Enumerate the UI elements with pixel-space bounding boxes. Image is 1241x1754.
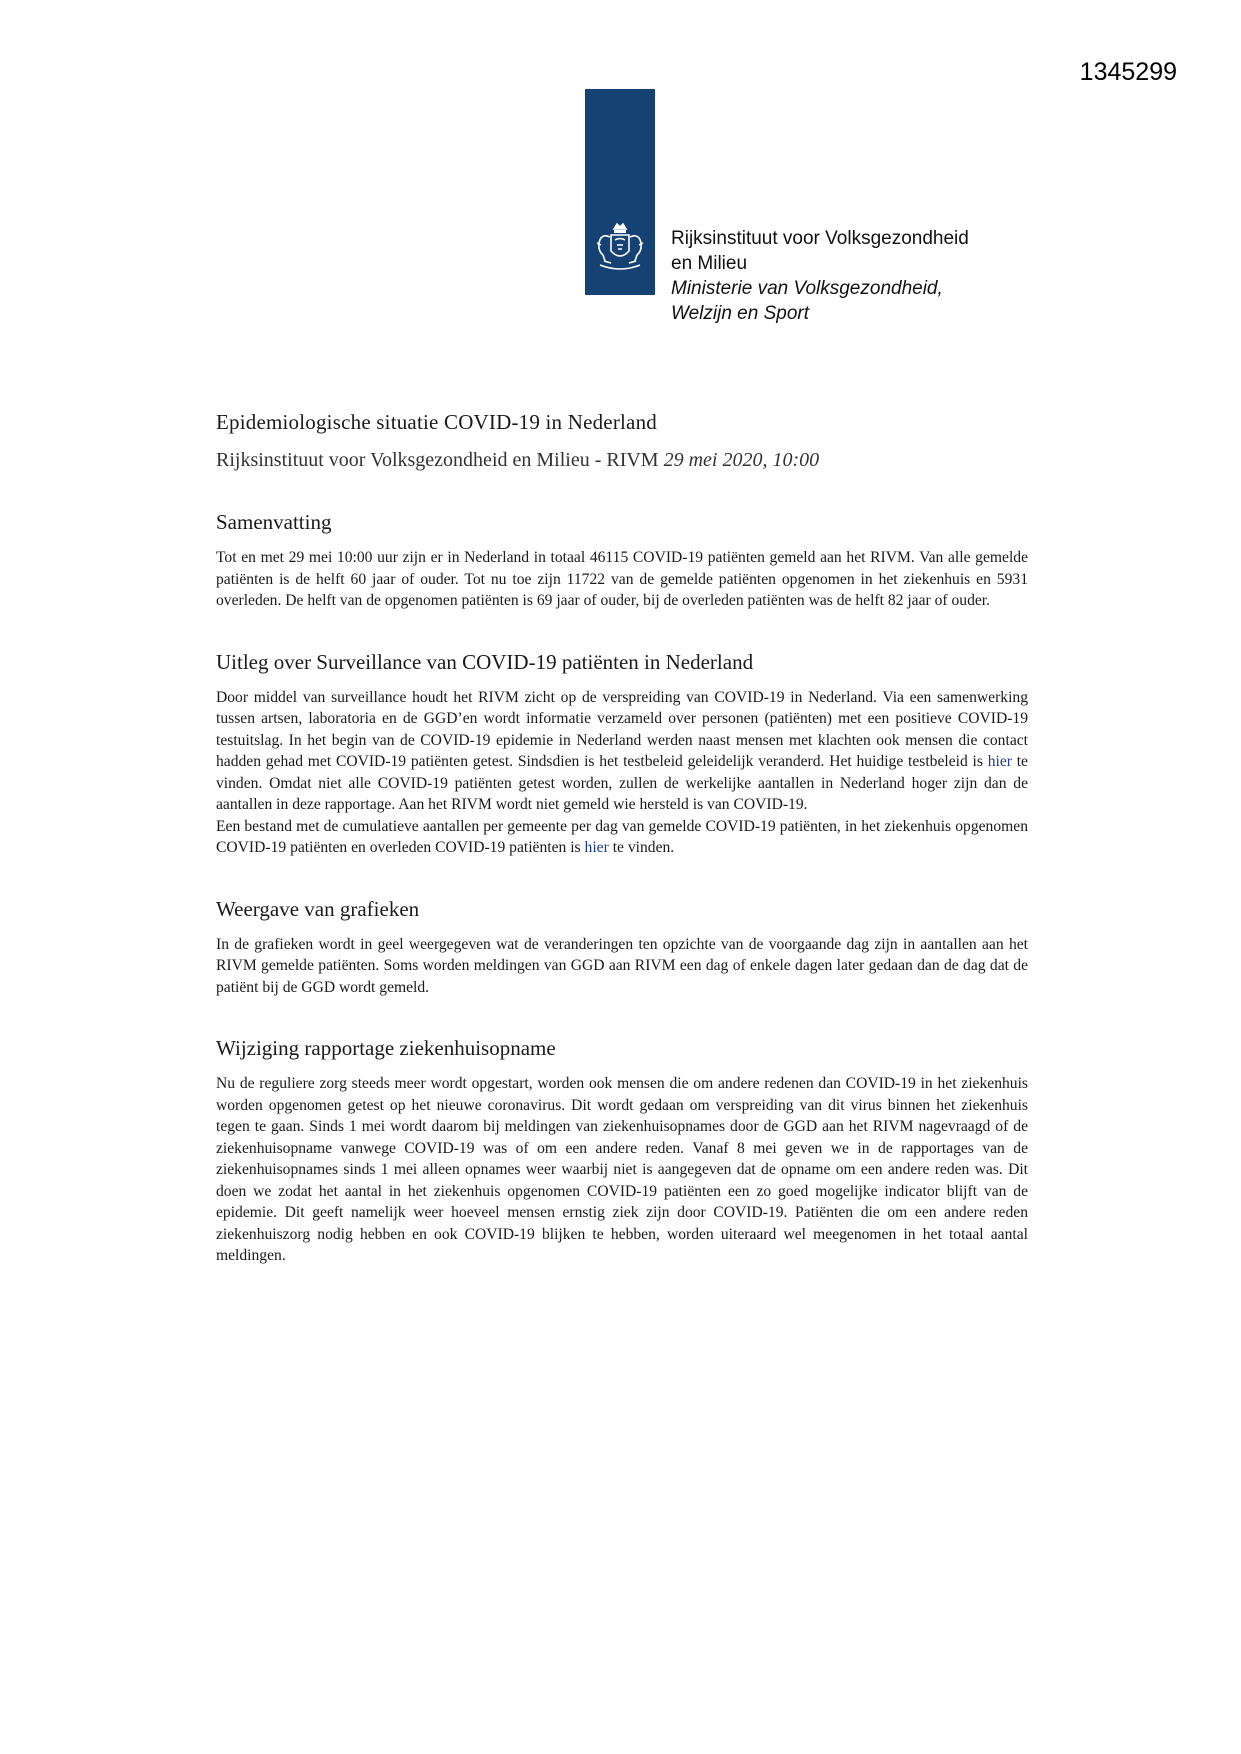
- paragraph-text: Door middel van surveillance houdt het RIVM zicht op de verspreiding van COVID-19 in Nederland. Via een samenwerking tussen artsen, laboratoria en de GGD’en wordt informatie verzameld over personen (patiënten) met een positieve COVID-19 testuitslag. In het begin van de COVID-19 epidemie in Nederland werden naast mensen met klachten ook mensen die contact hadden gehad met COVID-19 patiënten getest. Sindsdien is het testbeleid geleidelijk veranderd. Het huidige testbeleid is: [216, 688, 1028, 770]
- section-ziekenhuisopname: [216, 1036, 1028, 1267]
- document-id: 1345299: [1079, 58, 1177, 86]
- ministry-line-2: Welzijn en Sport: [671, 303, 809, 324]
- page-title: Epidemiologische situatie COVID-19 in Nederland: [216, 410, 657, 434]
- document-body: [216, 410, 1028, 1267]
- ministry-line-1: Ministerie van Volksgezondheid,: [671, 278, 943, 299]
- rijksoverheid-logo: [585, 89, 655, 295]
- section-paragraph: [216, 687, 1028, 816]
- section-heading: Wijziging rapportage ziekenhuisopname: [216, 1036, 556, 1060]
- page-subtitle: [216, 449, 1028, 472]
- paragraph-text: Een bestand met de cumulatieve aantallen per gemeente per dag van gemelde COVID-19 patiënten, in het ziekenhuis opgenomen COVID-19 patiënten en overleden COVID-19 patiënten is: [216, 817, 1028, 856]
- subtitle-date: 29 mei 2020, 10:00: [663, 449, 820, 471]
- data-file-link[interactable]: hier: [584, 839, 609, 856]
- section-paragraph: Tot en met 29 mei 10:00 uur zijn er in Nederland in totaal 46115 COVID-19 patiënten gemeld aan het RIVM. Van alle gemelde patiënten is de helft 60 jaar of ouder. Tot nu toe zijn 11722 van de gemelde patiënten opgenomen in het ziekenhuis en 5931 overleden. De helft van de opgenomen patiënten is 69 jaar of ouder, bij de overleden patiënten was de helft 82 jaar of ouder.: [216, 549, 1028, 609]
- section-heading: Uitleg over Surveillance van COVID-19 patiënten in Nederland: [216, 649, 754, 674]
- org-line-1: Rijksinstituut voor Volksgezondheid: [671, 228, 969, 249]
- section-samenvatting: [216, 510, 1028, 612]
- section-paragraph: In de grafieken wordt in geel weergegeven wat de veranderingen ten opzichte van de voorgaande dag zijn in aantallen aan het RIVM gemelde patiënten. Soms worden meldingen van GGD aan RIVM een dag of enkele dagen later gedaan dan de dag dat de patiënt bij de GGD wordt gemeld.: [216, 935, 1028, 996]
- coat-of-arms-icon: [591, 221, 649, 277]
- section-paragraph: Nu de reguliere zorg steeds meer wordt opgestart, worden ook mensen die om andere redenen dan COVID-19 in het ziekenhuis worden opgenomen getest op het nieuwe coronavirus. Dit wordt gedaan om verspreiding van dit virus binnen het ziekenhuis tegen te gaan. Sinds 1 mei wordt daarom bij meldingen van ziekenhuisopnames door de GGD aan het RIVM nagevraagd of de ziekenhuisopname vanwege COVID-19 was of om een andere reden. Vanaf 8 mei geven we in de rapportages van de ziekenhuisopnames sinds 1 mei alleen opnames weer waarbij niet is aangegeven dat de opname om een andere reden was. Dit doen we zodat het aantal in het ziekenhuis opgenomen COVID-19 patiënten een zo goed mogelijke indicator blijft van de epidemie. Dit geeft namelijk weer hoeveel mensen ernstig ziek zijn door COVID-19. Patiënten die om een andere reden ziekenhuiszorg nodig hebben en ook COVID-19 blijken te hebben, worden uiteraard wel meegenomen in het totaal aantal meldingen.: [216, 1075, 1028, 1264]
- section-heading: Samenvatting: [216, 510, 332, 534]
- section-grafieken: [216, 897, 1028, 999]
- org-line-2: en Milieu: [671, 253, 748, 274]
- subtitle-org: Rijksinstituut voor Volksgezondheid en Milieu - RIVM: [216, 449, 659, 471]
- section-surveillance: [216, 650, 1028, 859]
- organization-name: [671, 226, 969, 326]
- paragraph-text: te vinden.: [612, 839, 675, 856]
- section-heading: Weergave van grafieken: [216, 896, 420, 921]
- paragraph-text: te vinden. Omdat niet alle COVID-19 patiënten getest worden, zullen de werkelijke aantallen in Nederland hoger zijn dan de aantallen in deze rapportage. Aan het RIVM wordt niet gemeld wie hersteld is van COVID-19.: [216, 753, 1028, 813]
- testbeleid-link[interactable]: hier: [987, 753, 1012, 770]
- section-paragraph: [216, 816, 1028, 859]
